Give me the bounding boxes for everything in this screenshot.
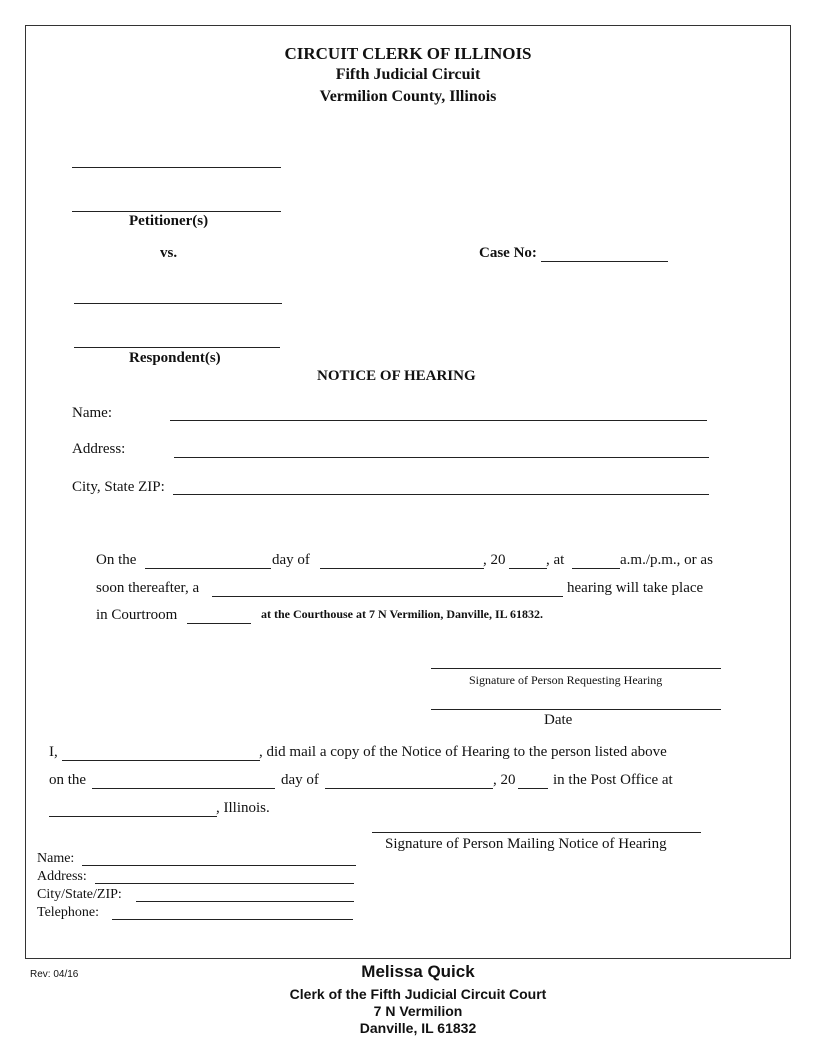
hearing-year-field[interactable] [509, 568, 547, 569]
post-office-city-field[interactable] [49, 816, 217, 817]
mailer-city-label: City/State/ZIP: [37, 887, 122, 902]
mail-day-field[interactable] [92, 788, 275, 789]
contact-name-field[interactable] [82, 865, 356, 866]
respondent-line-2[interactable] [74, 347, 280, 348]
mail-month-field[interactable] [325, 788, 493, 789]
illinois-text: , Illinois. [216, 800, 270, 816]
petitioner-label: Petitioner(s) [129, 213, 209, 229]
mail-on-the-text: on the [49, 772, 87, 788]
hearing-type-field[interactable] [212, 596, 563, 597]
mailer-phone-label: Telephone: [37, 905, 99, 920]
clerk-city: Danville, IL 61832 [359, 1020, 477, 1036]
county-title: Vermilion County, Illinois [319, 88, 497, 105]
courtroom-field[interactable] [187, 623, 251, 624]
clerk-name: Melissa Quick [361, 962, 475, 981]
court-title: CIRCUIT CLERK OF ILLINOIS [284, 44, 532, 63]
contact-phone-field[interactable] [112, 919, 353, 920]
name-label: Name: [72, 405, 112, 421]
day-of-text: day of [272, 552, 310, 568]
mail-day-of-text: day of [281, 772, 319, 788]
mailer-signature-label: Signature of Person Mailing Notice of Hearing [385, 836, 667, 852]
hearing-month-field[interactable] [320, 568, 484, 569]
requesting-signature-label: Signature of Person Requesting Hearing [469, 673, 663, 687]
did-mail-text: , did mail a copy of the Notice of Hearing to the person listed above [259, 744, 667, 760]
clerk-title: Clerk of the Fifth Judicial Circuit Court [289, 986, 547, 1002]
requesting-signature-field[interactable] [431, 668, 721, 669]
take-place-text: hearing will take place [567, 580, 704, 596]
circuit-title: Fifth Judicial Circuit [335, 66, 481, 83]
year-prefix-text: , 20 [483, 552, 506, 568]
date-field[interactable] [431, 709, 721, 710]
mailer-name-label: Name: [37, 851, 75, 866]
mail-year-prefix-text: , 20 [493, 772, 516, 788]
city-state-zip-field[interactable] [173, 494, 709, 495]
hearing-time-field[interactable] [572, 568, 620, 569]
petitioner-line-1[interactable] [72, 167, 281, 168]
respondent-line-1[interactable] [74, 303, 282, 304]
ampm-text: a.m./p.m., or as [620, 552, 713, 568]
notice-title: NOTICE OF HEARING [317, 368, 476, 384]
contact-address-field[interactable] [95, 883, 354, 884]
case-no-field[interactable] [541, 261, 668, 262]
mailer-signature-field[interactable] [372, 832, 701, 833]
address-field[interactable] [174, 457, 709, 458]
contact-city-field[interactable] [136, 901, 354, 902]
courthouse-address-text: at the Courthouse at 7 N Vermilion, Danville, IL 61832. [261, 607, 544, 621]
date-label: Date [544, 712, 573, 728]
i-text: I, [49, 744, 58, 760]
city-state-zip-label: City, State ZIP: [72, 479, 165, 495]
soon-thereafter-text: soon thereafter, a [96, 580, 200, 596]
mailer-name-field[interactable] [62, 760, 260, 761]
mailer-address-label: Address: [37, 869, 87, 884]
versus-label: vs. [160, 245, 178, 261]
revision-label: Rev: 04/16 [30, 969, 79, 980]
mail-year-field[interactable] [518, 788, 548, 789]
address-label: Address: [72, 441, 126, 457]
petitioner-line-2[interactable] [72, 211, 281, 212]
clerk-street: 7 N Vermilion [373, 1003, 463, 1019]
case-no-label: Case No: [479, 245, 537, 261]
post-office-text: in the Post Office at [553, 772, 673, 788]
on-the-text: On the [96, 552, 137, 568]
name-field[interactable] [170, 420, 707, 421]
in-courtroom-text: in Courtroom [96, 607, 178, 623]
respondent-label: Respondent(s) [129, 350, 221, 366]
hearing-day-field[interactable] [145, 568, 271, 569]
at-text: , at [546, 552, 565, 568]
